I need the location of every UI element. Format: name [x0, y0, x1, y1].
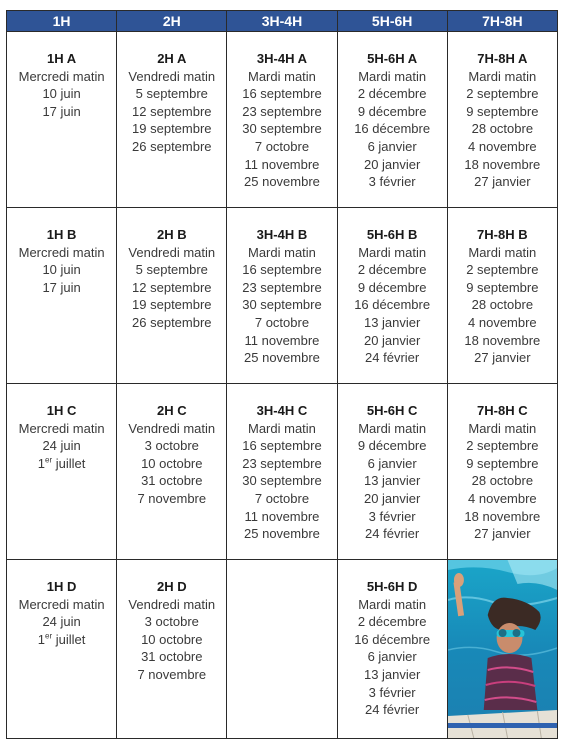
date-item: 12 septembre: [132, 103, 212, 119]
date-item: 28 octobre: [471, 121, 534, 137]
group-label: 2H B: [156, 227, 187, 242]
group-label: 7H-8H C: [477, 403, 528, 418]
schedule-cell: [117, 32, 227, 208]
header-row: [7, 11, 558, 32]
date-item: 12 septembre: [132, 279, 212, 295]
schedule-cell: [227, 384, 337, 560]
day-label: Mercredi matin: [18, 596, 105, 612]
day-label: Mardi matin: [248, 68, 316, 84]
date-item: 18 novembre: [464, 332, 541, 348]
group-label: 2H C: [156, 403, 187, 418]
group-label: 3H-4H B: [256, 227, 308, 242]
schedule-cell: [7, 384, 117, 560]
date-item: 24 février: [365, 350, 420, 366]
date-item: 5 septembre: [135, 86, 208, 102]
header-2h: 2H: [117, 11, 227, 32]
date-item: 5 septembre: [135, 262, 208, 278]
schedule-cell: [337, 208, 447, 384]
date-item: 13 janvier: [363, 314, 421, 330]
header-1h: 1H: [7, 11, 117, 32]
date-item: 4 novembre: [468, 138, 537, 154]
date-item: 16 septembre: [242, 438, 322, 454]
day-label: Vendredi matin: [128, 244, 216, 260]
date-item: 6 janvier: [367, 649, 417, 665]
date-item: 30 septembre: [242, 121, 322, 137]
table-row: [7, 560, 558, 739]
schedule-cell: [117, 560, 227, 739]
day-label: Mardi matin: [248, 244, 316, 260]
schedule-cell: [7, 560, 117, 739]
day-label: Mardi matin: [248, 420, 316, 436]
day-label: Mardi matin: [358, 244, 427, 260]
date-item: 26 septembre: [132, 138, 212, 154]
day-label: Mardi matin: [358, 420, 427, 436]
date-item: 24 juin: [42, 438, 81, 454]
schedule-cell: [227, 208, 337, 384]
date-item: 13 janvier: [363, 666, 421, 682]
empty-cell: [227, 560, 337, 739]
schedule-cell: [447, 32, 557, 208]
group-label: 1H A: [47, 51, 77, 66]
schedule-cell: [117, 208, 227, 384]
header-7h-8h: 7H-8H: [447, 11, 557, 32]
group-label: 3H-4H A: [256, 51, 308, 66]
group-label: 5H-6H C: [366, 403, 418, 418]
date-item: 24 février: [365, 526, 420, 542]
day-label: Mardi matin: [468, 420, 537, 436]
date-item: 1er juillet: [37, 631, 86, 647]
date-item: 3 octobre: [144, 614, 199, 630]
date-item: 9 décembre: [357, 438, 427, 454]
date-item: 2 décembre: [357, 614, 427, 630]
date-item: 7 octobre: [254, 314, 310, 330]
date-item: 10 octobre: [141, 455, 203, 471]
date-item: 9 décembre: [357, 279, 427, 295]
schedule-cell: [337, 32, 447, 208]
date-item: 18 novembre: [464, 156, 541, 172]
date-item: 11 novembre: [244, 508, 320, 524]
day-label: Mardi matin: [468, 68, 537, 84]
date-item: 9 septembre: [466, 103, 539, 119]
date-item: 20 janvier: [363, 156, 421, 172]
schedule-cell: [447, 384, 557, 560]
group-label: 1H B: [46, 227, 77, 242]
group-label: 5H-6H B: [366, 227, 418, 242]
date-item: 3 février: [368, 174, 416, 190]
group-label: 7H-8H A: [477, 51, 528, 66]
header-5h-6h: 5H-6H: [337, 11, 447, 32]
date-item: 24 juin: [42, 614, 81, 630]
date-item: 1er juillet: [37, 455, 86, 471]
day-label: Mardi matin: [358, 68, 427, 84]
date-item: 30 septembre: [242, 473, 322, 489]
day-label: Mercredi matin: [18, 68, 105, 84]
day-label: Vendredi matin: [128, 68, 216, 84]
date-item: 26 septembre: [132, 314, 212, 330]
date-item: 13 janvier: [363, 473, 421, 489]
date-item: 4 novembre: [468, 314, 537, 330]
date-item: 6 janvier: [367, 138, 417, 154]
date-item: 20 janvier: [363, 490, 421, 506]
date-item: 10 juin: [42, 262, 81, 278]
date-item: 27 janvier: [474, 174, 531, 190]
group-label: 5H-6H A: [367, 51, 418, 66]
date-item: 2 décembre: [357, 86, 427, 102]
date-item: 23 septembre: [242, 279, 322, 295]
date-item: 4 novembre: [468, 490, 537, 506]
date-item: 19 septembre: [132, 297, 212, 313]
date-item: 2 septembre: [466, 438, 539, 454]
date-item: 16 décembre: [354, 631, 431, 647]
date-item: 11 novembre: [244, 156, 320, 172]
date-item: 31 octobre: [141, 649, 203, 665]
header-3h-4h: 3H-4H: [227, 11, 337, 32]
date-item: 7 novembre: [137, 666, 207, 682]
group-label: 3H-4H C: [256, 403, 308, 418]
group-label: 1H C: [46, 403, 77, 418]
schedule-cell: [227, 32, 337, 208]
day-label: Mardi matin: [358, 596, 427, 612]
date-item: 16 décembre: [354, 121, 431, 137]
photo-cell: [447, 560, 557, 739]
date-item: 17 juin: [42, 103, 81, 119]
date-item: 9 décembre: [357, 103, 427, 119]
day-label: Vendredi matin: [128, 420, 216, 436]
date-item: 11 novembre: [244, 332, 320, 348]
group-label: 2H A: [157, 51, 187, 66]
date-item: 2 septembre: [466, 262, 539, 278]
schedule-cell: [337, 560, 447, 739]
group-label: 2H D: [156, 579, 187, 594]
schedule-cell: [7, 32, 117, 208]
date-item: 20 janvier: [363, 332, 421, 348]
date-item: 16 septembre: [242, 86, 322, 102]
date-item: 3 février: [368, 508, 416, 524]
date-item: 23 septembre: [242, 455, 322, 471]
date-item: 3 février: [368, 684, 416, 700]
date-item: 10 octobre: [141, 631, 203, 647]
date-item: 28 octobre: [471, 297, 534, 313]
date-item: 6 janvier: [367, 455, 417, 471]
date-item: 16 décembre: [354, 297, 431, 313]
date-item: 7 novembre: [137, 490, 207, 506]
group-label: 5H-6H D: [366, 579, 418, 594]
date-item: 25 novembre: [244, 526, 320, 542]
schedule-table: [6, 10, 558, 739]
day-label: Mardi matin: [468, 244, 537, 260]
group-label: 1H D: [46, 579, 77, 594]
date-item: 27 janvier: [474, 526, 531, 542]
day-label: Vendredi matin: [128, 596, 216, 612]
schedule-cell: [7, 208, 117, 384]
date-item: 16 septembre: [242, 262, 322, 278]
day-label: Mercredi matin: [18, 420, 105, 436]
date-item: 7 octobre: [254, 490, 310, 506]
swimming-child-photo: [448, 560, 557, 738]
date-item: 18 novembre: [464, 508, 541, 524]
date-item: 3 octobre: [144, 438, 199, 454]
date-item: 25 novembre: [244, 174, 320, 190]
date-item: 2 septembre: [466, 86, 539, 102]
date-item: 9 septembre: [466, 455, 539, 471]
date-item: 28 octobre: [471, 473, 534, 489]
group-label: 7H-8H B: [477, 227, 528, 242]
date-item: 2 décembre: [357, 262, 427, 278]
schedule-cell: [117, 384, 227, 560]
date-item: 24 février: [365, 702, 420, 718]
day-label: Mercredi matin: [18, 244, 105, 260]
date-item: 10 juin: [42, 86, 81, 102]
date-item: 30 septembre: [242, 297, 322, 313]
date-item: 19 septembre: [132, 121, 212, 137]
date-item: 17 juin: [42, 279, 81, 295]
schedule-cell: [337, 384, 447, 560]
date-item: 9 septembre: [466, 279, 539, 295]
schedule-cell: [447, 208, 557, 384]
date-item: 31 octobre: [141, 473, 203, 489]
table-row: [7, 208, 558, 384]
date-item: 7 octobre: [254, 138, 310, 154]
table-row: [7, 384, 558, 560]
date-item: 25 novembre: [244, 350, 320, 366]
table-row: [7, 32, 558, 208]
date-item: 23 septembre: [242, 103, 322, 119]
date-item: 27 janvier: [474, 350, 531, 366]
